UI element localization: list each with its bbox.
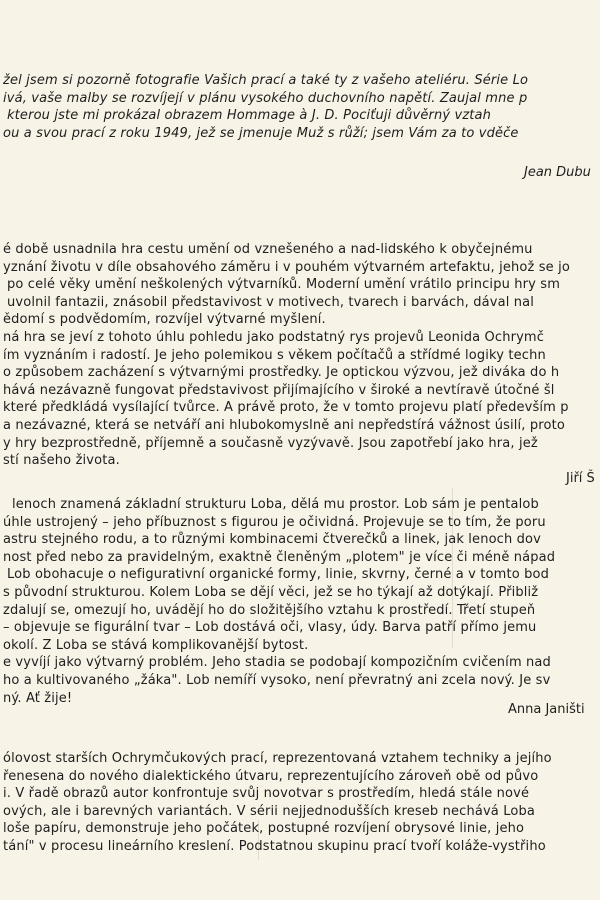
text-line: uvolnil fantazii, znásobil představivost v motivech, tvarech i barvách, dával nal: [7, 294, 535, 310]
text-line: ólovost starších Ochrymčukových prací, reprezentovaná vztahem techniky a jejího: [3, 751, 552, 766]
text-line: – objevuje se figurální tvar – Lob dostává oči, vlasy, údy. Barva patří přímo jemu: [3, 620, 537, 636]
text-line: a nezávazné, která se netváří ani hlubokomyslně ani nepředstírá vážnost úsilí, proto: [3, 417, 565, 433]
text-line: s původní strukturou. Kolem Loba se dějí věci, jež se ho týkají až dotýkají. Přibliž: [3, 584, 539, 600]
text-line: ědomí s podvědomím, rozvíjel výtvarné myšlení.: [3, 312, 326, 328]
quotation-paragraph: [0, 72, 600, 142]
signature: Anna Janišti: [508, 702, 585, 717]
text-line: které předkládá vysílající tvůrce. A právě proto, že v tomto projevu platí především p: [3, 400, 569, 416]
text-line: po celé věky umění neškolených výtvarníků. Moderní umění vrátilo principu hry sm: [7, 277, 561, 293]
text-line: loše papíru, demonstruje jeho počátek, postupné rozvíjení obrysové linie, jeho: [3, 821, 525, 837]
text-line: astru stejného rodu, a to různými kombinacemi čtverečků a linek, jak lenoch dov: [3, 532, 542, 548]
text-line: i. V řadě obrazů autor konfrontuje svůj novotvar s prostředím, hledá stále nové: [3, 786, 530, 802]
text-line: žel jsem si pozorně fotografie Vašich prací a také ty z vašeho ateliéru. Série Lo: [3, 73, 529, 88]
text-line: hává nezávazně fungovat představivost přijímajícího v široké a nevtíravě útočné šl: [3, 382, 555, 398]
text-line: lenoch znamená základní strukturu Loba, dělá mu prostor. Lob sám je pentalob: [12, 497, 539, 512]
text-line: stí našeho života.: [3, 453, 120, 469]
text-line: ou a svou prací z roku 1949, jež se jmenuje Muž s růží; jsem Vám za to vděče: [3, 125, 519, 141]
text-line: y hry bezprostředně, příjemně a současně vyzývavě. Jsou zapotřebí jako hra, jež: [3, 435, 538, 451]
text-line: Lob obohacuje o nefigurativní organické formy, linie, skvrny, černé a v tomto bod: [7, 567, 550, 583]
text-line: ových, ale i barevných variantách. V sérii nejjednodušších kreseb nechává Loba: [3, 803, 535, 819]
text-line: zdalují se, omezují ho, uvádějí ho do složitějšího vztahu k prostředí. Třetí stupeň: [3, 602, 536, 618]
essay-paragraph: [0, 241, 600, 470]
signature: Jiří Š: [566, 471, 595, 486]
text-line: yznání životu v díle obsahového záměru i v pouhém výtvarném artefaktu, jehož se jo: [3, 259, 570, 275]
text-line: ho a kultivovaného „žáka". Lob nemíří vysoko, není převratný ani zcela nový. Je sv: [3, 672, 551, 688]
essay-paragraph: [0, 496, 600, 707]
text-line: úhle ustrojený – jeho příbuznost s figurou je očividná. Projevuje se to tím, že poru: [3, 514, 546, 530]
text-line: kterou jste mi prokázal obrazem Hommage à J. D. Pociťuji důvěrný vztah: [7, 108, 492, 124]
text-line: okolí. Z Loba se stává komplikovanější bytost.: [3, 637, 309, 653]
text-line: e vyvíjí jako výtvarný problém. Jeho stadia se podobají kompozičním cvičením nad: [3, 655, 551, 671]
text-line: tání" v procesu lineárního kreslení. Podstatnou skupinu prací tvoří koláže-vystřiho: [3, 838, 546, 854]
text-line: o způsobem zacházení s výtvarnými prostředky. Je optickou výzvou, jež diváka do h: [3, 365, 560, 381]
text-line: é době usnadnila hra cestu umění od vznešeného a nad-lidského k obyčejnému: [3, 242, 533, 257]
text-line: nost před nebo za pravidelným, exaktně členěným „plotem" je více či méně nápad: [3, 549, 556, 565]
text-line: ím vyznáním i radostí. Je jeho polemikou s věkem počítačů a střídmé logiky techn: [3, 347, 546, 363]
text-line: řenesena do nového dialektického útvaru, reprezentujícího zároveň obě od půvo: [3, 768, 539, 784]
text-line: ný. Ať žije!: [3, 690, 73, 706]
signature: Jean Dubu: [524, 165, 591, 180]
text-line: ná hra se jeví z tohoto úhlu pohledu jako podstatný rys projevů Leonida Ochrymč: [3, 329, 545, 345]
text-line: ivá, vaše malby se rozvíjejí v plánu vysokého duchovního napětí. Zaujal mne p: [3, 90, 528, 106]
essay-paragraph: [0, 750, 600, 856]
